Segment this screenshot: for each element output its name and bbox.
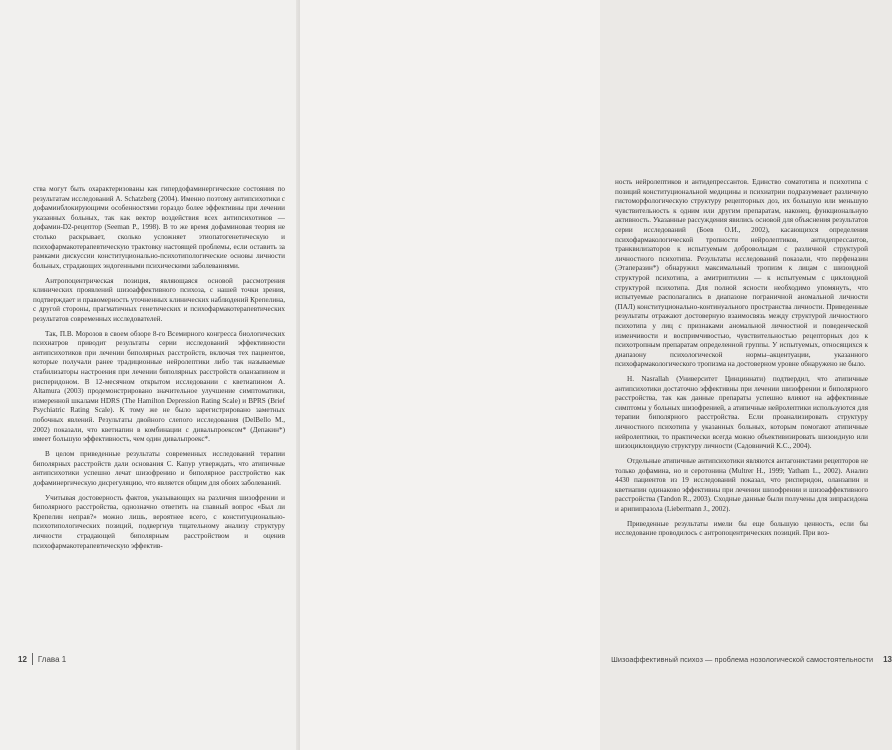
- right-page-footer: [611, 653, 892, 665]
- left-page-footer: [18, 653, 66, 665]
- chapter-label: Глава 1: [37, 654, 67, 664]
- right-text-column: [615, 178, 868, 544]
- left-paragraph-4: В целом приведенные результаты современных исследований терапии биполярных расстройств дали основания С. Капур утверждать, что атипичные антипсихотики успешно лечат шизофрению и биполярное расстройство как дофаминергическую дисрегуляцию, что является общим для обоих заболеваний.: [33, 450, 285, 487]
- left-paragraph-3: Так, П.В. Морозов в своем обзоре 8-го Всемирного конгресса биологических психиатров приводит результаты серии исследований эффективности антипсихотиков при лечении биполярных расстройств, включая тех пациентов, которые получали ранее традиционные нейролептики либо так называемые стабилизаторы настроения при лечении биполярных расстройств оланзапином и рисперидоном. В 12-месячном открытом исследовании с кветиапином A. Altamura (2003) продемонстрировано значительное улучшение симптоматики, измеренной шкалами HDRS (The Hamilton Depression Rating Scale) и BPRS (Brief Psychiatric Rating Scale). К тому же не было зарегистрировано заметных побочных явлений. Результаты двойного слепого исследования (DelBello M., 2002) показали, что кветиапин в комбинации с дивальпроексом* (Депакин*) имеет большую эффективность, чем один дивальпроекс*.: [33, 329, 285, 444]
- left-page-number: 12: [18, 654, 27, 664]
- right-page: [300, 0, 892, 750]
- left-paragraph-1: ства могут быть охарактеризованы как гипердофаминергические состояния по результатам исследований A. Schatzberg (2004). Именно поэтому антипсихотики с дофаминблокирующими особенностями гораздо более эффективны при лечении указанных больных, так как вектор воздействия всех антипсихотиков — дофамин-D2-рецептор (Seeman P., 1998). В то же время дофаминовая теория не столько раскрывает, сколько усложняет этиопатогенетическую и психофармакотерапевтическую трактовку настоящей проблемы, если оставить за рамками дискуссии конституционально-психотипологические основы личности больных, страдающих эндогенными психическими заболеваниями.: [33, 185, 285, 270]
- left-text-column: [33, 185, 285, 556]
- running-head: Шизоаффективный психоз — проблема нозологической самостоятельности: [611, 654, 874, 664]
- left-paragraph-2: Антропоцентрическая позиция, являющаяся основой рассмотрения клинических проявлений шизоаффективного психоза, с нашей точки зрения, подтверждает и правомерность уточненных клинических наблюдений Крепелина, с другой стороны, прагматичных генетических и психофармакотерапевтических результатов современных исследователей.: [33, 276, 285, 323]
- right-paragraph-2: H. Nasrallah (Университет Цинциннати) подтвердил, что атипичные антипсихотики достаточно эффективны при лечении шизофрении и биполярного расстройства, так как данные препараты успешно влияют на аффективные симптомы у больных шизофренией, а атипичные нейролептики используются для терапии биполярного расстройства. Если проанализировать структуру личностного психотипа у указанных больных, которым помогают атипичные нейролептики, то практически всегда можно объективизировать шизоидную или шизоциклоидную структуру личности (Садовничий К.С., 2004).: [615, 375, 868, 451]
- right-page-number: 13: [883, 654, 892, 664]
- left-page: [0, 0, 300, 750]
- footer-divider: [32, 653, 33, 665]
- right-paragraph-3: Отдельные атипичные антипсихотики являются антагонистами рецепторов не только дофамина, но и серотонина (Multrer H., 1999; Yatham L., 2002). Анализ 4430 пациентов из 19 исследований показал, что рисперидон, оланзапин и кветиапин одинаково эффективны при лечении шизофрении и шизоаффективного расстройства (Tandon R., 2003). Сходные данные были получены для зипрасидона и арипипразола (Liebermann J., 2002).: [615, 457, 868, 513]
- right-paragraph-1: ность нейролептиков и антидепрессантов. Единство соматотипа и психотипа с позиций конституциональной медицины и психиатрии подразумевает различную гистоморфологическую структуру рецепторных доз, их большую или меньшую чувствительность к одним или другим препаратам, наконец, функциональную активность. Указанные рассуждения явились основой для объяснения результатов серии исследований (Боев О.И., 2002), касающихся определения психофармакологической тропности нейролептиков, антидепрессантов, транквилизаторов к испытуемым добровольцам с различной структурой личностного психотипа. Результаты исследований показали, что перфеназин (Этаперазин*) обнаружил максимальный тропизм к лицам с шизоидной структурой психотипа, а амитриптилин — к испытуемым с циклоидной структурой психотипа. Для полной ясности необходимо упомянуть, что испытуемые располагались в диапазоне пограничной аномальной личности (ПАЛ) конституционально-континуального пространства личности. Приведенные результаты отражают достоверную взаимосвязь между структурой личностного психотипа у лиц с признаками аномальной личностной и поведенческой изменчивости и воспримчивостью, чувствительностью рецепторных доз к психотропным препаратам определенной группы. У испытуемых, относящихся к диапазону психологической нормы–акцентуации, указанного психофармакологического тропизма на достоверном уровне обнаружено не было.: [615, 178, 868, 369]
- left-paragraph-5: Учитывая достоверность фактов, указывающих на различия шизофрении и биполярного расстройства, однозначно ответить на главный вопрос «Был ли Крепелин неправ?» можно лишь, вероятнее всего, с конституционально-психотипологических позиций, подвергнув тщательному анализу структуру личности страдающей биполярным расстройством и оценив психофармакотерапевтическую эффектив-: [33, 493, 285, 550]
- right-paragraph-4: Приведенные результаты имели бы еще большую ценность, если бы исследование проводилось с антропоцентрических позиций. При воз-: [615, 519, 868, 538]
